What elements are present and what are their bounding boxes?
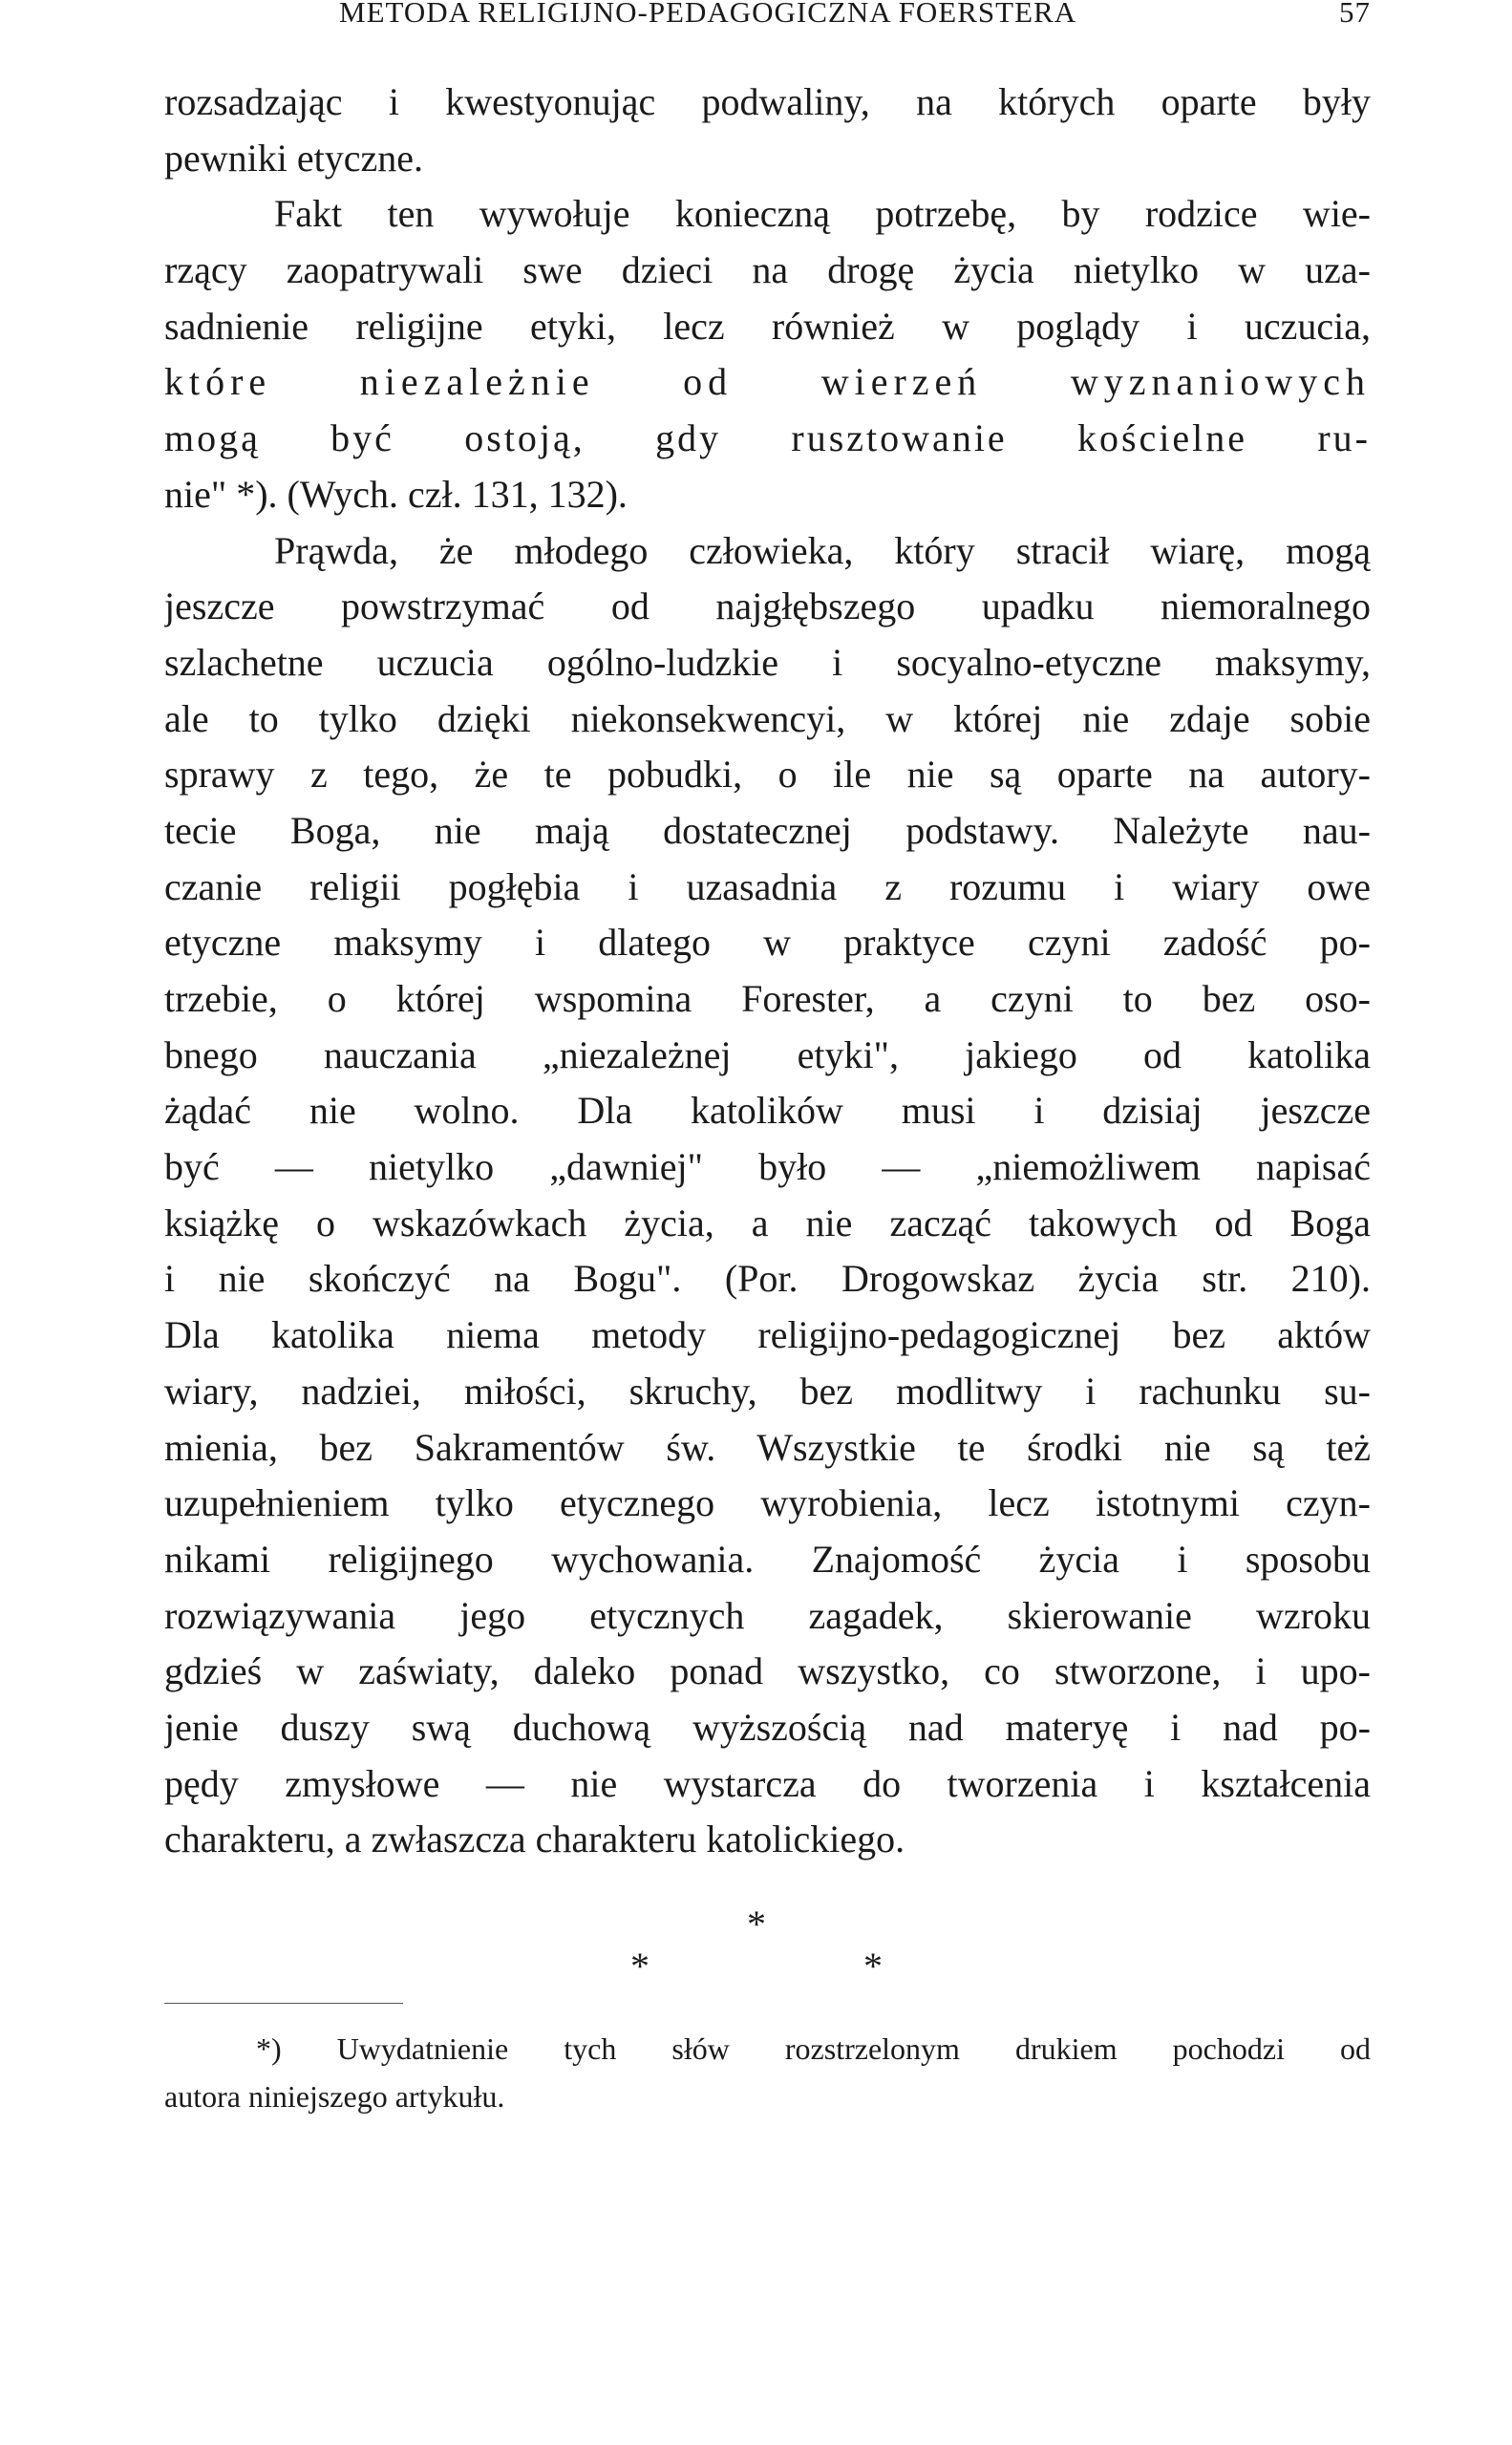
text-line: pewniki etyczne. bbox=[164, 136, 423, 180]
text-line: trzebie, o której wspomina Forester, a czyni to bez oso- bbox=[164, 977, 1371, 1020]
text-line: Prąwda, że młodego człowieka, który stracił wiarę, mogą bbox=[274, 528, 1371, 572]
text-line: Fakt ten wywołuje konieczną potrzebę, by rodzice wie- bbox=[274, 192, 1371, 236]
text-line: etyczne maksymy i dlatego w praktyce czyni zadość po- bbox=[164, 921, 1371, 965]
text-line: rozsadzając i kwestyonując podwaliny, na których oparte były bbox=[164, 80, 1371, 123]
text-line: sadnienie religijne etyki, lecz również w poglądy i uczucia, bbox=[164, 304, 1371, 348]
text-line: rzący zaopatrywali swe dzieci na drogę życia nietylko w uza- bbox=[164, 248, 1371, 292]
text-line: gdzieś w zaświaty, daleko ponad wszystko, co stworzone, i upo- bbox=[164, 1649, 1371, 1693]
page-number: 57 bbox=[1339, 0, 1371, 29]
text-line: wiary, nadziei, miłości, skruchy, bez modlitwy i rachunku su- bbox=[164, 1369, 1371, 1413]
text-line: nikami religijnego wychowania. Znajomość życia i sposobu bbox=[164, 1537, 1371, 1581]
text-line: mienia, bez Sakramentów św. Wszystkie te środki nie są też bbox=[164, 1425, 1371, 1469]
section-break-asterism bbox=[611, 1905, 898, 1991]
text-line: rozwiązywania jego etycznych zagadek, skierowanie wzroku bbox=[164, 1593, 1371, 1637]
text-line: jenie duszy swą duchową wyższością nad materyę i nad po- bbox=[164, 1705, 1371, 1749]
footnote-line: *) Uwydatnienie tych słów rozstrzelonym drukiem pochodzi od bbox=[256, 2031, 1371, 2066]
header-title: METODA RELIGIJNO-PEDAGOGICZNA FOERSTERA bbox=[339, 0, 1077, 29]
text-line: bnego nauczania „niezależnej etyki", jakiego od katolika bbox=[164, 1032, 1371, 1076]
text-line: nie" *). (Wych. czł. 131, 132). bbox=[164, 472, 628, 516]
text-line: żądać nie wolno. Dla katolików musi i dzisiaj jeszcze bbox=[164, 1089, 1371, 1133]
text-line: tecie Boga, nie mają dostatecznej podstawy. Należyte nau- bbox=[164, 808, 1371, 852]
asterisk: * bbox=[863, 1945, 883, 1988]
text-line: sprawy z tego, że te pobudki, o ile nie są oparte na autory- bbox=[164, 753, 1371, 797]
text-line: szlachetne uczucia ogólno-ludzkie i socyalno-etyczne maksymy, bbox=[164, 640, 1371, 684]
footnote bbox=[164, 2025, 1371, 2120]
asterisk: * bbox=[747, 1903, 766, 1945]
text-line: czanie religii pogłębia i uzasadnia z rozumu i wiary owe bbox=[164, 864, 1371, 908]
text-line: uzupełnieniem tylko etycznego wyrobienia, lecz istotnymi czyn- bbox=[164, 1481, 1371, 1525]
main-text bbox=[164, 74, 1371, 1868]
running-header bbox=[339, 0, 1371, 32]
asterisk: * bbox=[630, 1945, 650, 1988]
footnote-rule bbox=[164, 2003, 403, 2004]
text-line: być — nietylko „dawniej" było — „niemożliwem napisać bbox=[164, 1145, 1371, 1189]
text-line: Dla katolika niema metody religijno-pedagogicznej bez aktów bbox=[164, 1313, 1371, 1357]
text-line: i nie skończyć na Bogu". (Por. Drogowskaz życia str. 210). bbox=[164, 1257, 1371, 1301]
text-line: mogą być ostoją, gdy rusztowanie kościelne ru- bbox=[164, 416, 1371, 460]
text-line: jeszcze powstrzymać od najgłębszego upadku niemoralnego bbox=[164, 585, 1371, 628]
text-line: pędy zmysłowe — nie wystarcza do tworzenia i kształcenia bbox=[164, 1761, 1371, 1805]
text-line: ale to tylko dzięki niekonsekwencyi, w której nie zdaje sobie bbox=[164, 696, 1371, 740]
text-line: charakteru, a zwłaszcza charakteru katolickiego. bbox=[164, 1818, 905, 1861]
text-line: które niezależnie od wierzeń wyznaniowych bbox=[164, 360, 1371, 404]
text-line: książkę o wskazówkach życia, a nie zacząć takowych od Boga bbox=[164, 1201, 1371, 1244]
footnote-line: autora niniejszego artykułu. bbox=[164, 2079, 505, 2114]
